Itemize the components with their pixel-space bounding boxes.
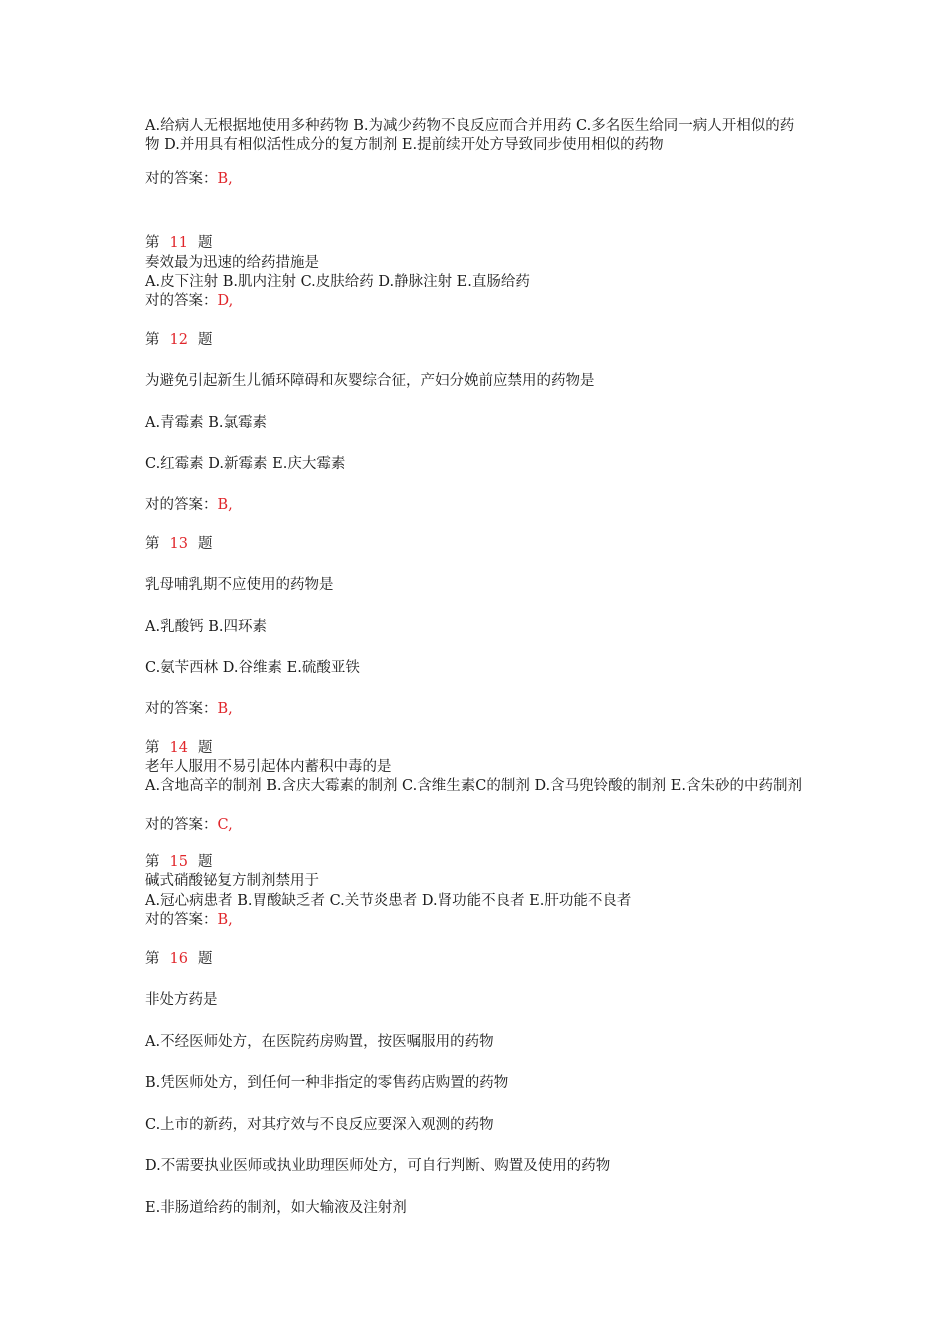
q15-heading — [145, 853, 805, 872]
q13-answer — [145, 700, 805, 719]
q11-question: 奏效最为迅速的给药措施是 — [145, 255, 319, 271]
q16-option-a: A.不经医师处方，在医院药房购置，按医嘱服用的药物 — [145, 1034, 494, 1050]
heading-suffix: 题 — [197, 740, 213, 756]
heading-prefix: 第 — [145, 854, 160, 870]
q13-heading — [145, 535, 805, 554]
q14-options: A.含地高辛的制剂 B.含庆大霉素的制剂 C.含维生素C的制剂 D.含马兜铃酸的制剂 E.含朱砂的中药制剂 — [145, 778, 802, 794]
q13-options-line1: A.乳酸钙 B.四环素 — [145, 619, 267, 635]
q14-question: 老年人服用不易引起体内蓄积中毒的是 — [145, 759, 392, 775]
q16-question: 非处方药是 — [145, 992, 218, 1008]
question-number: 16 — [169, 951, 188, 967]
q16-option-c: C.上市的新药，对其疗效与不良反应要深入观测的药物 — [145, 1117, 494, 1133]
heading-suffix: 题 — [197, 536, 213, 552]
q11-heading — [145, 234, 805, 253]
q14-heading — [145, 739, 805, 758]
q11-answer — [145, 292, 805, 311]
answer-value: B, — [217, 171, 233, 187]
answer-label: 对的答案： — [145, 497, 218, 513]
q12-answer — [145, 496, 805, 515]
heading-suffix: 题 — [197, 332, 213, 348]
q11-options: A.皮下注射 B.肌内注射 C.皮肤给药 D.静脉注射 E.直肠给药 — [145, 274, 530, 290]
q10-answer — [145, 170, 805, 189]
heading-prefix: 第 — [145, 332, 160, 348]
question-number: 12 — [169, 332, 188, 348]
heading-suffix: 题 — [197, 854, 213, 870]
q12-question: 为避免引起新生儿循环障碍和灰婴综合征，产妇分娩前应禁用的药物是 — [145, 373, 595, 389]
q10-options: A.给病人无根据地使用多种药物 B.为减少药物不良反应而合并用药 C.多名医生给同一病人开相似的药物 D.并用具有相似活性成分的复方制剂 E.提前续开处方导致同步使用相似的药物 — [145, 118, 795, 153]
answer-value: B, — [217, 912, 233, 928]
answer-value: B, — [217, 497, 233, 513]
question-number: 11 — [169, 235, 188, 251]
answer-label: 对的答案： — [145, 701, 218, 717]
q12-options-line1: A.青霉素 B.氯霉素 — [145, 415, 267, 431]
q16-option-b: B.凭医师处方，到任何一种非指定的零售药店购置的药物 — [145, 1075, 509, 1091]
q15-answer — [145, 911, 805, 930]
heading-suffix: 题 — [197, 235, 213, 251]
answer-label: 对的答案： — [145, 293, 218, 309]
heading-suffix: 题 — [197, 951, 213, 967]
heading-prefix: 第 — [145, 951, 160, 967]
q13-question: 乳母哺乳期不应使用的药物是 — [145, 577, 334, 593]
q14-answer — [145, 816, 805, 835]
answer-value: B, — [217, 701, 233, 717]
answer-label: 对的答案： — [145, 912, 218, 928]
answer-value: D, — [217, 293, 234, 309]
q16-option-d: D.不需要执业医师或执业助理医师处方，可自行判断、购置及使用的药物 — [145, 1158, 611, 1174]
q16-option-e: E.非肠道给药的制剂，如大输液及注射剂 — [145, 1200, 407, 1216]
question-number: 13 — [169, 536, 188, 552]
heading-prefix: 第 — [145, 740, 160, 756]
q12-heading — [145, 331, 805, 350]
answer-value: C, — [217, 817, 233, 833]
q15-question: 碱式硝酸铋复方制剂禁用于 — [145, 873, 319, 889]
answer-label: 对的答案： — [145, 817, 218, 833]
q16-heading — [145, 950, 805, 969]
answer-label: 对的答案： — [145, 171, 218, 187]
q15-options: A.冠心病患者 B.胃酸缺乏者 C.关节炎患者 D.肾功能不良者 E.肝功能不良者 — [145, 893, 632, 909]
question-number: 15 — [169, 854, 188, 870]
q13-options-line2: C.氨苄西林 D.谷维素 E.硫酸亚铁 — [145, 660, 360, 676]
q12-options-line2: C.红霉素 D.新霉素 E.庆大霉素 — [145, 456, 346, 472]
question-number: 14 — [169, 740, 188, 756]
heading-prefix: 第 — [145, 536, 160, 552]
heading-prefix: 第 — [145, 235, 160, 251]
